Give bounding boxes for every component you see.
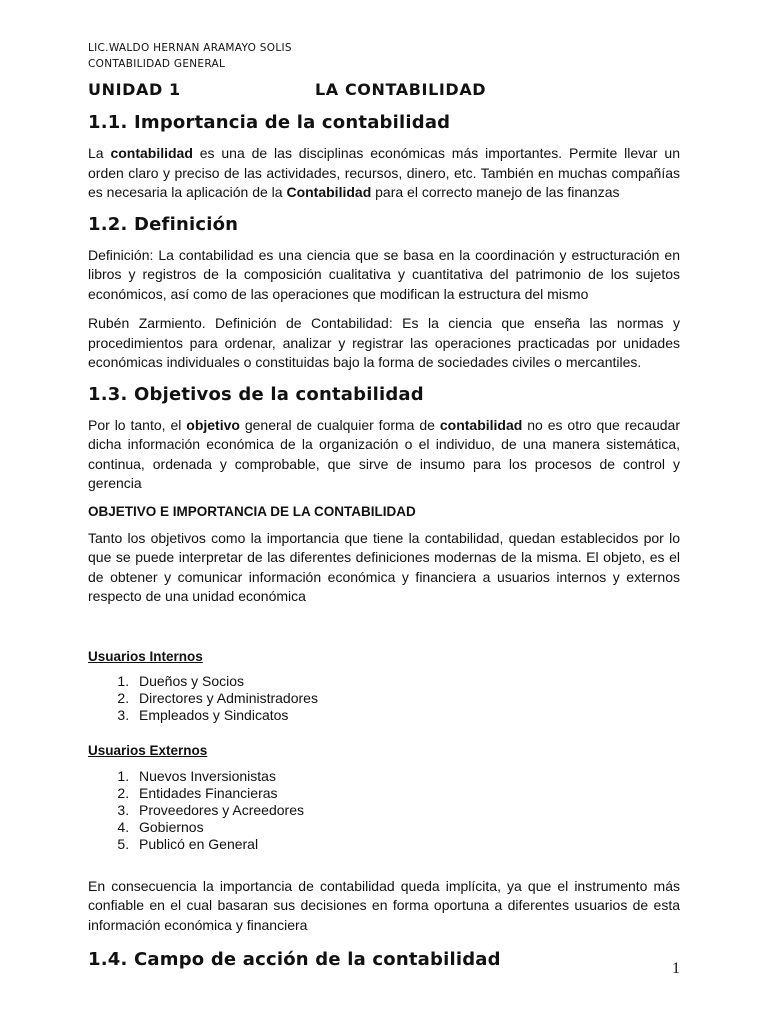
subheading-objetivo-importancia: OBJETIVO E IMPORTANCIA DE LA CONTABILIDAD	[88, 503, 416, 519]
paragraph-definicion: Definición: La contabilidad es una ciencia que se basa en la coordinación y estructuración en libros y registros de la composición cualitativa y cuantitativa del patrimonio de los sujetos económicos, así como de las operaciones que modifican la estructura del mismo	[88, 246, 680, 302]
paragraph-consecuencia: En consecuencia la importancia de contabilidad queda implícita, ya que el instrumento más confiable en el cual basaran sus decisiones en forma oportuna a diferentes usuarios de esta información económica y financiera	[88, 877, 680, 933]
list-item: 3. Proveedores y Acreedores	[133, 802, 680, 819]
unit-title: LA CONTABILIDAD	[315, 79, 487, 99]
page-number: 1	[672, 960, 680, 977]
internal-users-list	[88, 673, 680, 724]
subject-line: CONTABILIDAD GENERAL	[88, 58, 226, 70]
list-item: 1. Nuevos Inversionistas	[133, 768, 680, 785]
document-page	[88, 40, 680, 970]
list-item: 2. Entidades Financieras	[133, 785, 680, 802]
external-users-list	[88, 768, 680, 853]
paragraph-importancia: La contabilidad es una de las disciplinas económicas más importantes. Permite llevar un orden claro y preciso de las actividades, recursos, dinero, etc. También en muchas compañías es necesaria la aplicación de la Contabilidad para el correcto manejo de las finanzas	[88, 145, 680, 200]
section-heading-1-2: 1.2. Definición	[88, 213, 239, 235]
paragraph-objeto: Tanto los objetivos como la importancia que tiene la contabilidad, quedan establecidos por lo que se puede interpretar de las diferentes definiciones modernas de la misma. El objeto, es el de obtener y comunicar información económica y financiera a usuarios internos y externos respecto de una unidad económica	[88, 529, 680, 604]
list-item: 1. Dueños y Socios	[133, 673, 680, 690]
list-item: 4. Gobiernos	[133, 819, 680, 836]
external-users-title: Usuarios Externos	[88, 742, 208, 758]
section-heading-1-1: 1.1. Importancia de la contabilidad	[88, 112, 451, 133]
section-heading-1-4: 1.4. Campo de acción de la contabilidad	[88, 949, 501, 970]
list-item: 3. Empleados y Sindicatos	[133, 707, 680, 724]
unit-header	[88, 76, 680, 102]
list-item: 5. Publicó en General	[133, 836, 680, 853]
internal-users-title: Usuarios Internos	[88, 648, 203, 664]
section-heading-1-3: 1.3. Objetivos de la contabilidad	[88, 383, 424, 405]
unit-label: UNIDAD 1	[88, 79, 181, 99]
paragraph-zarmiento: Rubén Zarmiento. Definición de Contabilidad: Es la ciencia que enseña las normas y procedimientos para ordenar, analizar y registrar las operaciones practicadas por unidades económicas individuales o constituidas bajo la forma de sociedades civiles o mercantiles.	[88, 315, 680, 370]
list-item: 2. Directores y Administradores	[133, 690, 680, 707]
paragraph-objetivos: Por lo tanto, el objetivo general de cualquier forma de contabilidad no es otro que recaudar dicha información económica de la organización o el individuo, de una manera sistemática, continua, ordenada y comprobable, que sirve de insumo para los procesos de control y gerencia	[88, 416, 680, 491]
author-line: LIC.WALDO HERNAN ARAMAYO SOLIS	[88, 42, 292, 54]
